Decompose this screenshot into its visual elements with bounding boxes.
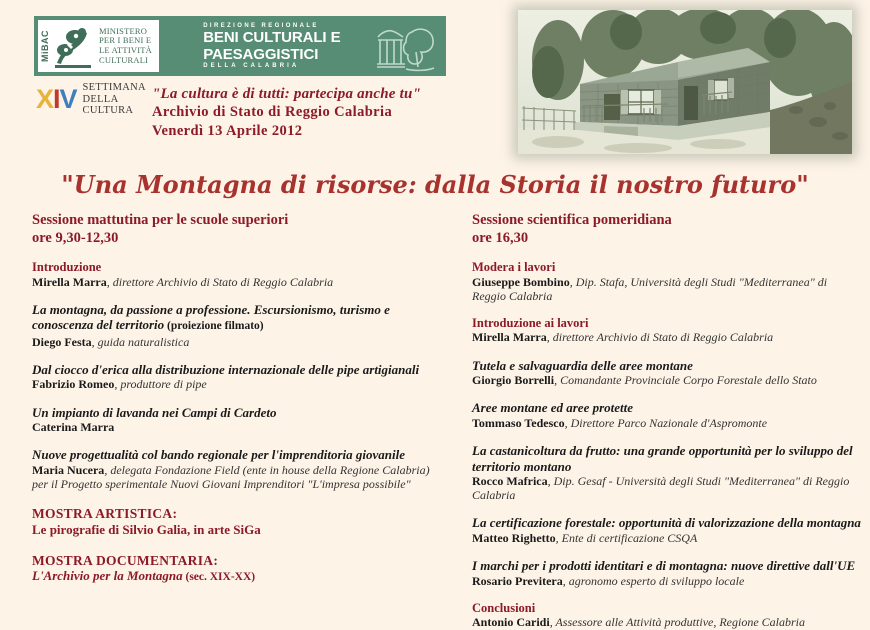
speaker-role: , delegata Fondazione Field (ente in house della Regione Calabria) per il Progetto sperimentale Nuovi Giovani Imprenditori "L'impresa possibile" [32, 462, 430, 492]
settimana-cultura-logo [36, 82, 146, 117]
program-item [472, 515, 864, 545]
ministry-banner [34, 16, 446, 76]
exhibition-item [32, 554, 444, 586]
speaker-role: , agronomo esperto di sviluppo locale [562, 573, 745, 588]
mibac-line-4: CULTURALI [99, 54, 149, 65]
monument-tree-icon [376, 20, 438, 72]
program-item-title-text: La montagna, da passione a professione. Escursionismo, turismo e conoscenza del territorio [32, 301, 390, 333]
speaker-name: Fabrizio Romeo [32, 377, 115, 392]
mibac-acronym: MiBAC [40, 30, 50, 62]
session-heading-line2: ore 9,30-12,30 [32, 229, 119, 246]
program-item-title [472, 558, 864, 574]
settimana-line-3: CULTURA [82, 105, 134, 116]
exhibition-label: MOSTRA ARTISTICA: [32, 506, 178, 522]
exhibition-note: (sec. XIX-XX) [182, 571, 256, 584]
program-item [472, 358, 864, 388]
speaker-name: Mirella Marra [472, 330, 547, 345]
program-item [32, 405, 444, 435]
program-item-speaker [472, 474, 864, 502]
poster-header [0, 0, 870, 160]
speaker-role: , Dip. Gesaf - Università degli Studi "Mediterranea" di Reggio Calabria [472, 474, 850, 503]
speaker-role: , Dip. Stafa, Università degli Studi "Mediterranea" di Reggio Calabria [472, 274, 828, 303]
program-item-title-text: La castanicoltura da frutto: una grande opportunità per lo sviluppo del territorio montano [472, 443, 853, 474]
session-heading [32, 212, 444, 247]
program-item-label: Introduzione [32, 260, 102, 274]
program-item-speaker [32, 335, 444, 349]
program-item-speaker [472, 330, 864, 344]
speaker-name: Diego Festa [32, 334, 92, 349]
program-item-speaker [32, 377, 444, 391]
speaker-name: Giorgio Borrelli [472, 373, 555, 388]
speaker-role: , produttore di pipe [114, 377, 207, 392]
program-item-title-text: Dal ciocco d'erica alla distribuzione internazionale delle pipe artigianali [32, 361, 420, 377]
program-item-title [32, 302, 444, 335]
speaker-name: Maria Nucera [32, 462, 105, 477]
afternoon-session-column [472, 212, 864, 630]
program-item-speaker [472, 373, 864, 387]
event-date: Venerdì 13 Aprile 2012 [152, 123, 303, 139]
speaker-name: Giuseppe Bombino [472, 274, 570, 289]
direzione-superline: DIREZIONE REGIONALE [203, 23, 319, 29]
session-heading-line1: Sessione mattutina per le scuole superiori [32, 212, 289, 228]
program-item-label: Conclusioni [472, 600, 536, 615]
session-heading [472, 212, 864, 247]
speaker-role: , direttore Archivio di Stato di Reggio Calabria [546, 330, 774, 345]
program-item-title [472, 515, 864, 531]
speaker-name: Antonio Caridi [472, 615, 550, 630]
program-item-title [472, 358, 864, 374]
program-item-title-text: Tutela e salvaguardia delle aree montane [472, 357, 693, 373]
event-venue: Archivio di Stato di Reggio Calabria [152, 104, 393, 120]
session-heading-line1: Sessione scientifica pomeridiana [472, 212, 672, 228]
mibac-line-3: LE ATTIVITÀ [99, 45, 152, 55]
program-item-title [32, 362, 444, 378]
mibac-logo [38, 20, 159, 72]
exhibition-text [32, 568, 444, 585]
speaker-name: Rosario Previtera [472, 573, 563, 588]
settimana-line-1: SETTIMANA [82, 82, 146, 93]
program-item-speaker [472, 531, 864, 545]
program-item-title-text: Nuove progettualità col bando regionale per l'imprenditoria giovanile [32, 447, 406, 463]
morning-session-column [32, 212, 444, 585]
program-item-title-text: I marchi per i prodotti identitari e di montagna: nuove direttive dall'UE [472, 558, 856, 574]
mibac-line-2: PER I BENI E [99, 35, 152, 46]
speaker-role: , Assessore alle Attività produttive, Regione Calabria [549, 615, 805, 630]
program-item-title [472, 400, 864, 416]
direzione-subline: DELLA CALABRIA [203, 63, 300, 69]
xiv-numeral [36, 83, 77, 114]
program-item-title-text: La certificazione forestale: opportunità di valorizzazione della montagna [472, 515, 861, 531]
program-item [472, 316, 864, 345]
program-item [472, 443, 864, 502]
program-item-title-note: (proiezione filmato) [164, 320, 264, 333]
culture-slogan: "La cultura è di tutti: partecipa anche tu" [152, 86, 422, 102]
speaker-role: , Comandante Provinciale Corpo Forestale dello Stato [554, 373, 817, 388]
settimana-wordmark [83, 82, 146, 117]
xiv-i: I [53, 83, 60, 114]
direzione-main: BENI CULTURALI E PAESAGGISTICI [203, 29, 341, 63]
program-item-speaker [32, 275, 444, 289]
program-item [472, 260, 864, 303]
program-item-speaker [472, 275, 864, 303]
program-item-title [472, 443, 864, 474]
mibac-emblem-icon [51, 23, 95, 69]
speaker-role: , Ente di certificazione CSQA [555, 530, 698, 545]
program-item-speaker [32, 420, 444, 434]
speaker-role: , direttore Archivio di Stato di Reggio Calabria [106, 274, 334, 289]
exhibition-text-italic: L'Archivio per la Montagna [32, 568, 183, 584]
program-item-speaker [472, 574, 864, 588]
exhibition-text-plain: Le pirografie di Silvio Galia, in arte SiGa [32, 521, 261, 537]
exhibition-item [32, 507, 444, 538]
exhibitions-list [32, 507, 444, 585]
mibac-wordmark [99, 27, 152, 65]
program-item-speaker [472, 416, 864, 430]
speaker-role: , guida naturalistica [91, 334, 190, 349]
speaker-name: Mirella Marra [32, 274, 107, 289]
speaker-role: , Direttore Parco Nazionale d'Aspromonte [564, 415, 768, 430]
speaker-name: Tommaso Tedesco [472, 415, 565, 430]
exhibition-label: MOSTRA DOCUMENTARIA: [32, 552, 219, 568]
program-item [472, 558, 864, 588]
program-item-label: Introduzione ai lavori [472, 315, 589, 330]
poster-main-title: "Una Montagna di risorse: dalla Storia il nostro futuro" [61, 170, 809, 199]
mibac-line-1: MINISTERO [99, 25, 148, 36]
event-header-text [152, 86, 421, 141]
speaker-name: Caterina Marra [32, 420, 115, 435]
program-item-label: Modera i lavori [472, 260, 556, 274]
program-item [32, 362, 444, 392]
program-item-speaker [32, 463, 444, 491]
speaker-name: Matteo Righetto [472, 530, 556, 545]
program-item-speaker [472, 615, 864, 629]
settimana-line-2: DELLA [82, 93, 119, 105]
afternoon-program-list [472, 260, 864, 630]
program-item [472, 400, 864, 430]
xiv-v: V [59, 83, 77, 114]
morning-program-list [32, 260, 444, 491]
session-heading-line2: ore 16,30 [472, 229, 529, 246]
program-item [32, 260, 444, 289]
program-item-title-text: Aree montane ed aree protette [472, 400, 634, 416]
program-item [32, 302, 444, 349]
mountain-building-photo [518, 10, 852, 154]
program-item-title [32, 405, 444, 421]
speaker-name: Rocco Mafrica [472, 474, 548, 489]
program-item-title [32, 447, 444, 463]
xiv-x: X [36, 83, 54, 114]
program-item-title-text: Un impianto di lavanda nei Campi di Cardeto [32, 404, 277, 420]
program-item [32, 447, 444, 491]
program-item [472, 601, 864, 630]
photo-illustration [518, 10, 852, 154]
exhibition-text [32, 522, 444, 538]
